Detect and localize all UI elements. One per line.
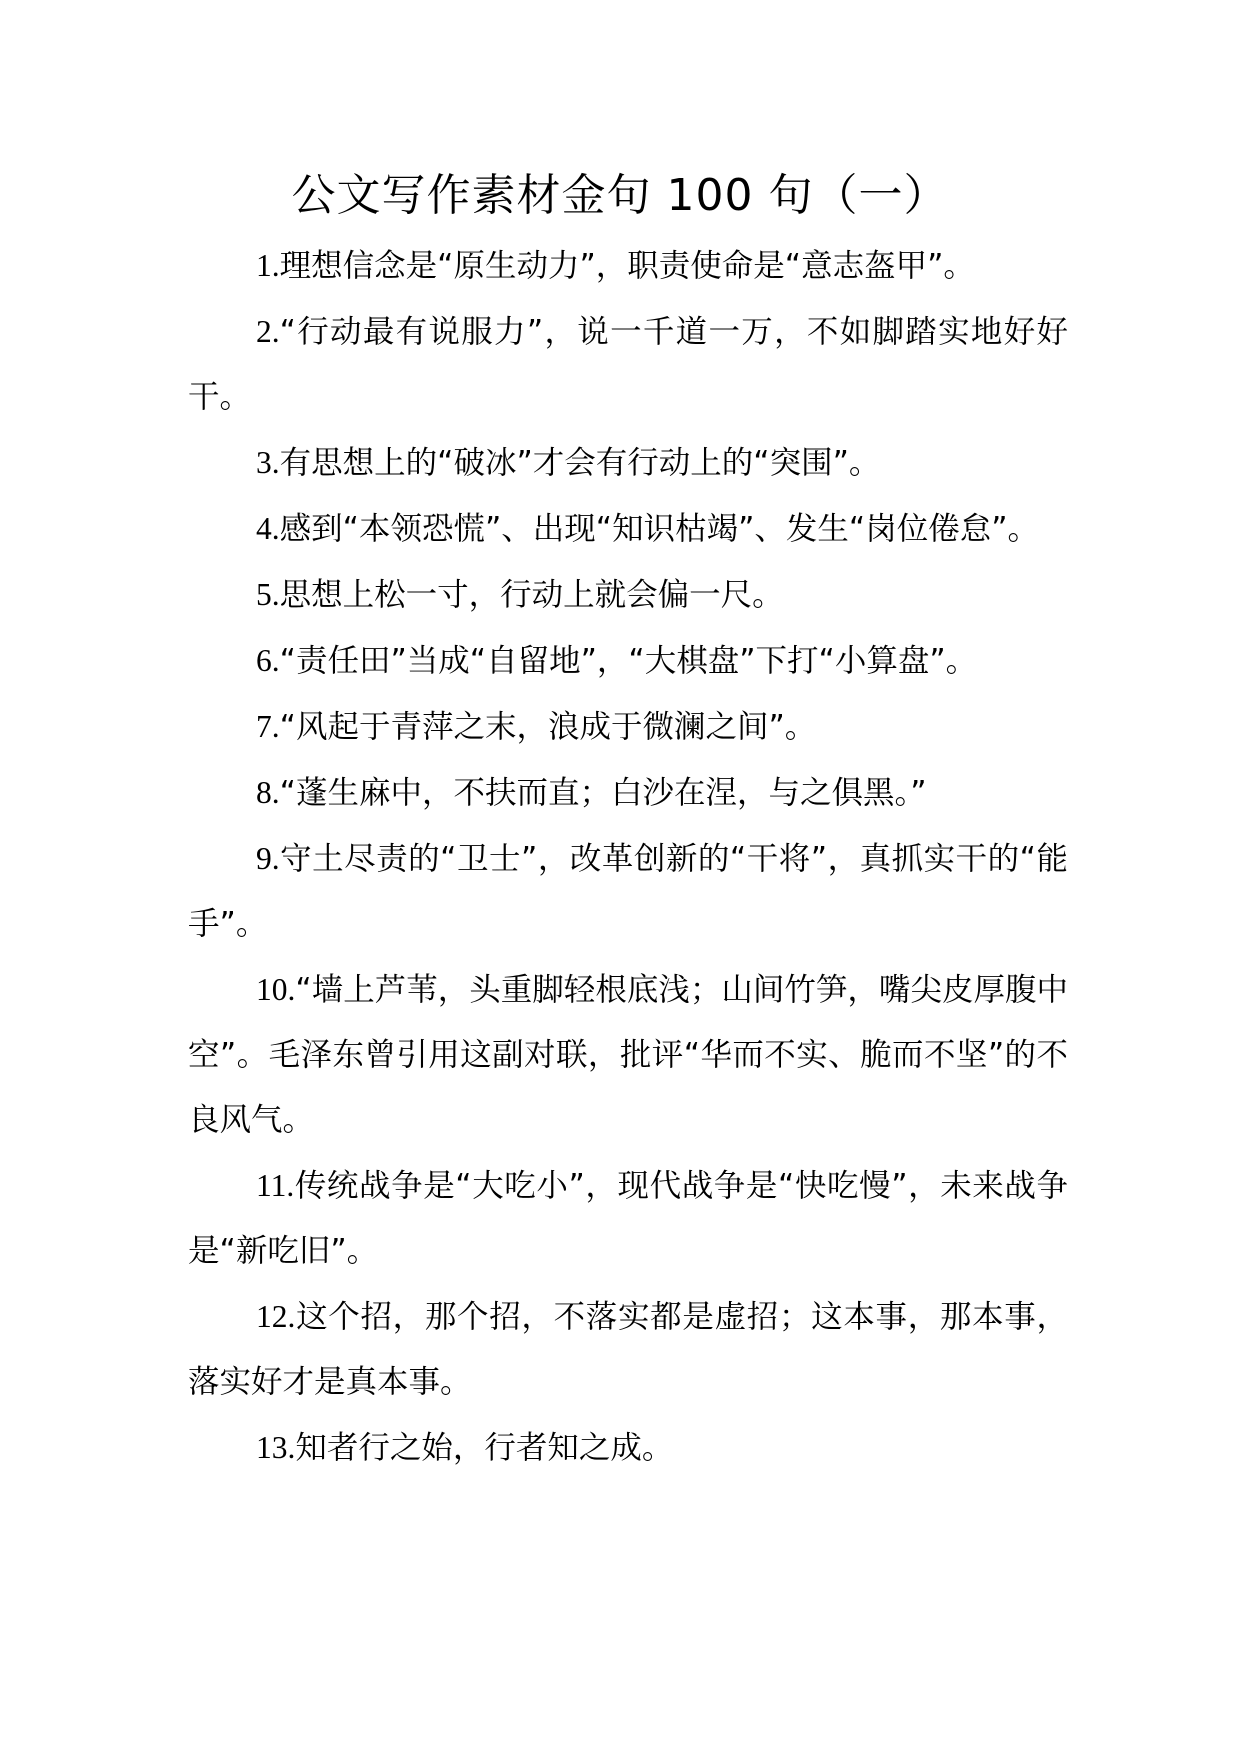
paragraph-number: 10. [256,972,296,1007]
paragraph-number: 3. [256,445,280,480]
paragraph-text: 感到“本领恐慌”、出现“知识枯竭”、发生“岗位倦怠”。 [279,511,1040,547]
paragraph-text: 有思想上的“破冰”才会有行动上的“突围”。 [279,445,881,481]
paragraph-3 [188,430,1068,496]
paragraph-number: 12. [256,1299,296,1334]
paragraph-8 [188,760,1068,826]
paragraph-number: 2. [256,314,280,349]
paragraph-4 [188,496,1068,562]
paragraph-1 [188,233,1068,299]
paragraph-2 [188,299,1068,430]
paragraph-text: 守土尽责的“卫士”，改革创新的“干将”，真抓实干的“能手”。 [188,841,1068,942]
paragraph-text: 思想上松一寸，行动上就会偏一尺。 [279,577,784,613]
paragraph-text: 传统战争是“大吃小”，现代战争是“快吃慢”，未来战争是“新吃旧”。 [188,1168,1068,1269]
paragraph-number: 5. [256,577,280,612]
paragraph-text: “风起于青萍之末，浪成于微澜之间”。 [279,709,817,745]
paragraph-number: 1. [256,248,280,283]
paragraph-text: “责任田”当成“自留地”，“大棋盘”下打“小算盘”。 [279,643,978,679]
paragraph-11 [188,1153,1068,1284]
paragraph-text: “蓬生麻中，不扶而直；白沙在涅，与之俱黑。” [279,775,927,811]
paragraph-text: 知者行之始，行者知之成。 [295,1430,674,1466]
paragraph-7 [188,694,1068,760]
paragraph-text: 理想信念是“原生动力”，职责使命是“意志盔甲”。 [279,248,975,284]
paragraph-12 [188,1284,1068,1415]
paragraph-number: 4. [256,511,280,546]
paragraph-13 [188,1415,1068,1481]
paragraph-text: 这个招，那个招，不落实都是虚招；这本事，那本事，落实好才是真本事。 [188,1299,1068,1400]
paragraph-9 [188,826,1068,957]
paragraph-number: 7. [256,709,280,744]
paragraph-text: “行动最有说服力”，说一千道一万，不如脚踏实地好好干。 [188,314,1068,415]
paragraph-number: 13. [256,1430,296,1465]
paragraph-10 [188,957,1068,1153]
document-body [188,233,1068,1481]
paragraph-number: 11. [256,1168,295,1203]
document-title: 公文写作素材金句 100 句（一） [291,170,949,221]
paragraph-number: 9. [256,841,280,876]
paragraph-number: 6. [256,643,280,678]
paragraph-number: 8. [256,775,280,810]
paragraph-5 [188,562,1068,628]
paragraph-text: “墙上芦苇，头重脚轻根底浅；山间竹笋，嘴尖皮厚腹中空”。毛泽东曾引用这副对联，批评“华而不实、脆而不坚”的不良风气。 [188,972,1068,1138]
paragraph-6 [188,628,1068,694]
